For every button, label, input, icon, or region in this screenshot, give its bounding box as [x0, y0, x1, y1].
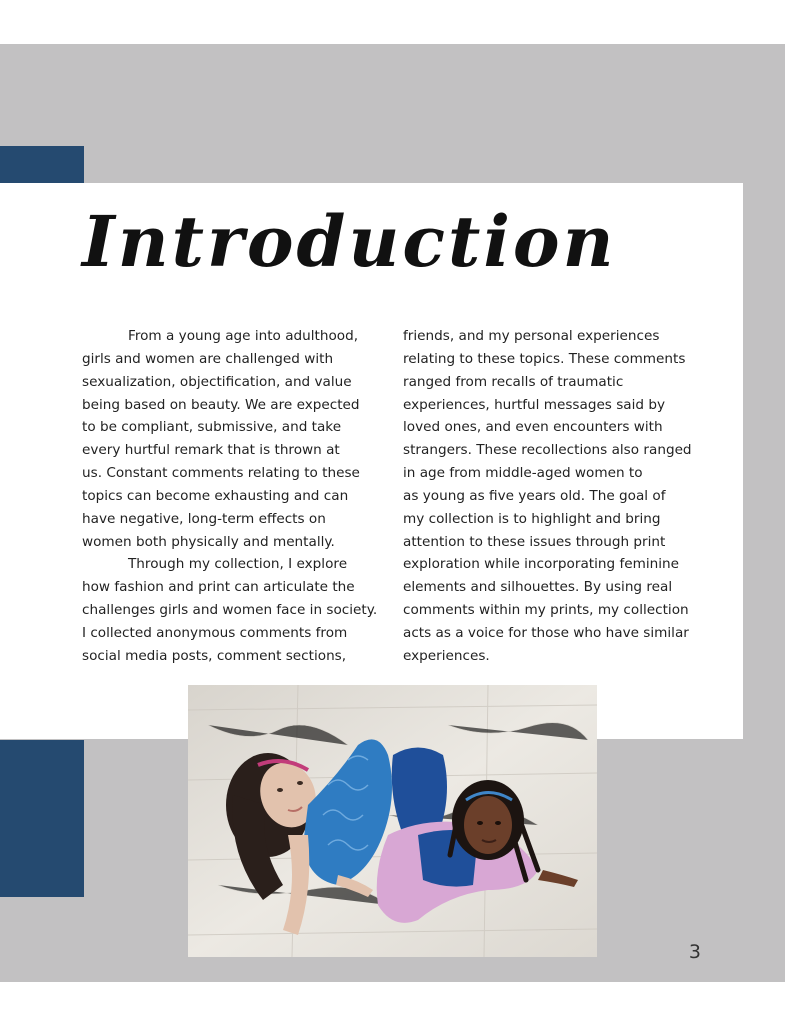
paragraph-line: experiences.	[403, 647, 490, 664]
paragraph-line: sexualization, objectification, and value	[82, 373, 352, 390]
paragraph-line: relating to these topics. These comments	[403, 350, 686, 367]
paragraph-line: topics can become exhausting and can	[82, 487, 349, 504]
paragraph-line: my collection is to highlight and bring	[403, 510, 661, 527]
body-column-left	[82, 325, 392, 668]
paragraph-line: elements and silhouettes. By using real	[403, 579, 673, 596]
paragraph-line: I collected anonymous comments from	[82, 624, 348, 641]
paragraph-line: social media posts, comment sections,	[82, 647, 347, 664]
paragraph-line: loved ones, and even encounters with	[403, 419, 663, 436]
page-number: 3	[688, 941, 701, 963]
paragraph-line: challenges girls and women face in society.	[82, 602, 378, 619]
paragraph-line: us. Constant comments relating to these	[82, 465, 360, 482]
paragraph-line: being based on beauty. We are expected	[82, 396, 360, 413]
page-title: Introduction	[82, 200, 617, 283]
paragraph-line: women both physically and mentally.	[82, 533, 335, 550]
paragraph-line: how fashion and print can articulate the	[82, 579, 355, 596]
paragraph-line: have negative, long-term effects on	[82, 510, 326, 527]
paragraph-line: From a young age into adulthood,	[128, 328, 359, 344]
photo-illustration	[188, 685, 597, 957]
fashion-photo	[188, 685, 597, 957]
paragraph-line: strangers. These recollections also ranged	[403, 442, 692, 459]
body-column-right	[403, 325, 713, 668]
paragraph-line: friends, and my personal experiences	[403, 328, 660, 344]
paragraph-line: ranged from recalls of traumatic	[403, 373, 624, 390]
navy-accent-block-bottom	[0, 740, 84, 897]
paragraph-line: to be compliant, submissive, and take	[82, 419, 342, 436]
paragraph-line: girls and women are challenged with	[82, 350, 334, 367]
paragraph-line: exploration while incorporating feminine	[403, 556, 679, 573]
paragraph-line: Through my collection, I explore	[128, 556, 348, 573]
paragraph-line: every hurtful remark that is thrown at	[82, 442, 340, 459]
paragraph-line: comments within my prints, my collection	[403, 602, 689, 619]
paragraph-line: as young as five years old. The goal of	[403, 487, 666, 504]
paragraph-line: acts as a voice for those who have similar	[403, 624, 689, 641]
paragraph-line: in age from middle-aged women to	[403, 465, 643, 482]
paragraph-line: attention to these issues through print	[403, 533, 666, 550]
navy-accent-block-top	[0, 146, 84, 183]
paragraph-line: experiences, hurtful messages said by	[403, 396, 666, 413]
